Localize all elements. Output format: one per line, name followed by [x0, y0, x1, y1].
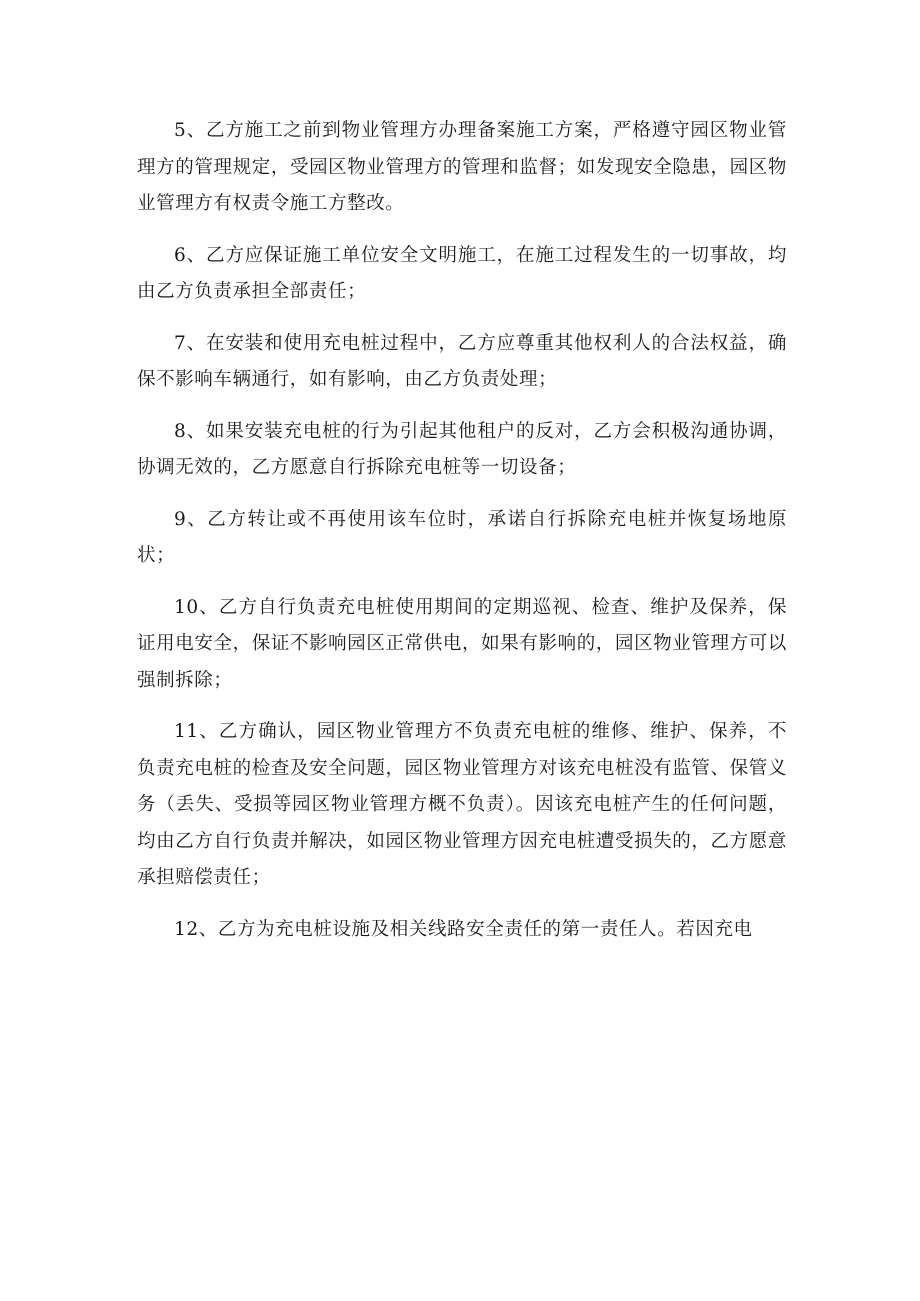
clause-10: 10、乙方自行负责充电桩使用期间的定期巡视、检查、维护及保养，保证用电安全，保证不影响园区正常供电，如果有影响的，园区物业管理方可以强制拆除； — [137, 596, 787, 691]
clause-7: 7、在安装和使用充电桩过程中，乙方应尊重其他权利人的合法权益，确保不影响车辆通行，如有影响，由乙方负责处理； — [137, 332, 787, 390]
clause-8: 8、如果安装充电桩的行为引起其他租户的反对，乙方会积极沟通协调，协调无效的，乙方愿意自行拆除充电桩等一切设备； — [137, 420, 787, 478]
clause-5: 5、乙方施工之前到物业管理方办理备案施工方案，严格遵守园区物业管理方的管理规定，受园区物业管理方的管理和监督；如发现安全隐患，园区物业管理方有权责令施工方整改。 — [137, 120, 787, 214]
document-body — [137, 113, 787, 963]
clause-12: 12、乙方为充电桩设施及相关线路安全责任的第一责任人。若因充电 — [174, 918, 753, 940]
clause-9: 9、乙方转让或不再使用该车位时，承诺自行拆除充电桩并恢复场地原状； — [137, 508, 787, 566]
clause-11: 11、乙方确认，园区物业管理方不负责充电桩的维修、维护、保养，不负责充电桩的检查及安全问题，园区物业管理方对该充电桩没有监管、保管义务（丢失、受损等园区物业管理方概不负责）。因该充电桩产生的任何问题，均由乙方自行负责并解决，如园区物业管理方因充电桩遭受损失的，乙方愿意承担赔偿责任； — [137, 721, 787, 888]
clause-6: 6、乙方应保证施工单位安全文明施工，在施工过程发生的一切事故，均由乙方负责承担全部责任； — [137, 244, 787, 302]
